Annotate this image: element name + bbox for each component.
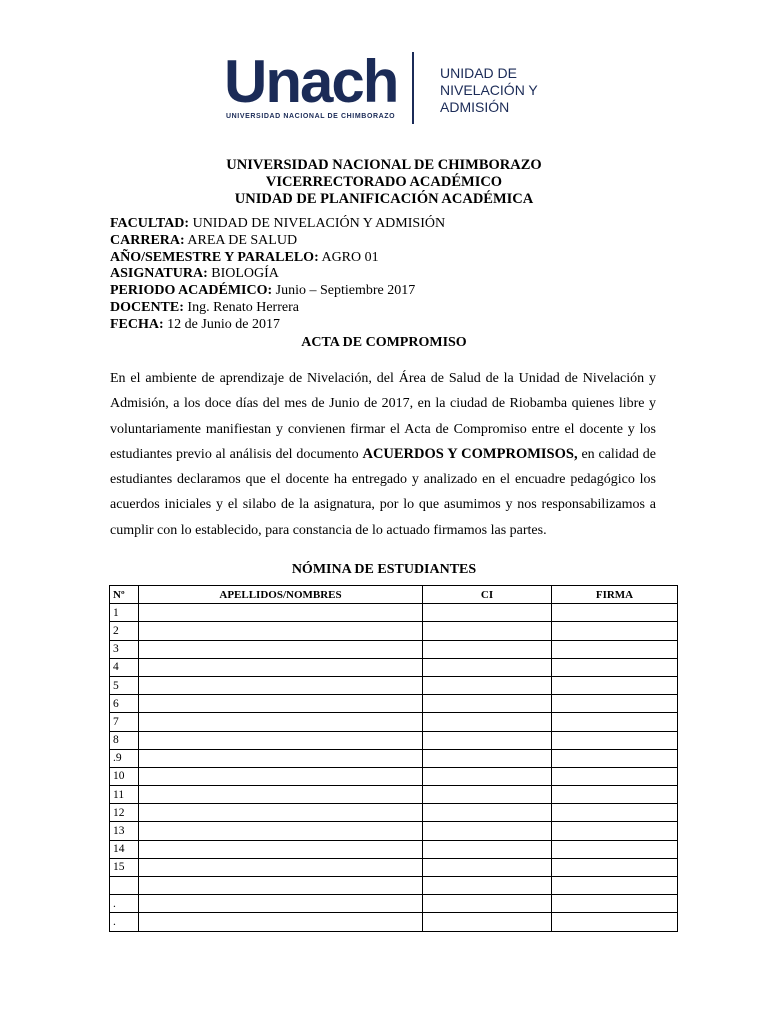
ci-cell[interactable] (423, 804, 552, 822)
info-value: 12 de Junio de 2017 (163, 316, 280, 332)
ci-cell[interactable] (423, 822, 552, 840)
info-value: AREA DE SALUD (184, 232, 298, 248)
signature-cell[interactable] (552, 786, 678, 804)
info-label: FECHA: (110, 316, 164, 332)
university-name: UNIVERSIDAD NACIONAL DE CHIMBORAZO (226, 157, 542, 173)
name-cell[interactable] (139, 695, 423, 713)
info-value: Junio – Septiembre 2017 (272, 283, 416, 299)
logo-unit-name (440, 65, 560, 116)
table-row (110, 786, 678, 804)
name-cell[interactable] (139, 858, 423, 876)
ci-cell[interactable] (423, 658, 552, 676)
table-header-row (110, 586, 678, 604)
info-label: AÑO/SEMESTRE Y PARALELO: (110, 249, 319, 265)
info-label: DOCENTE: (110, 299, 184, 315)
info-asignatura (110, 266, 445, 283)
table-row (110, 858, 678, 876)
ci-cell[interactable] (423, 858, 552, 876)
table-row (110, 804, 678, 822)
header-signature: FIRMA (552, 586, 678, 604)
row-number: 6 (110, 695, 139, 713)
table-row (110, 822, 678, 840)
name-cell[interactable] (139, 822, 423, 840)
ci-cell[interactable] (423, 749, 552, 767)
logo-wordmark: Unach (224, 48, 398, 115)
table-row (110, 713, 678, 731)
course-info (110, 216, 445, 334)
signature-cell[interactable] (552, 731, 678, 749)
signature-cell[interactable] (552, 840, 678, 858)
name-cell[interactable] (139, 786, 423, 804)
paragraph-text: En el ambiente de aprendizaje de Nivelación, del Área de Salud de la Unidad de Nivelación y Admisión, a los doce días del mes de Junio de 2017, en la ciudad de Riobamba quienes libre y voluntariamente manifiestan y convienen firmar el Acta de Compromiso entre el docente y los estudiantes previo al análisis del documento (110, 371, 656, 462)
name-cell[interactable] (139, 895, 423, 913)
info-semestre (110, 250, 445, 267)
acta-title: ACTA DE COMPROMISO (301, 335, 467, 350)
name-cell[interactable] (139, 913, 423, 931)
ci-cell[interactable] (423, 840, 552, 858)
name-cell[interactable] (139, 640, 423, 658)
table-row (110, 640, 678, 658)
row-number: 12 (110, 804, 139, 822)
ci-cell[interactable] (423, 713, 552, 731)
ci-cell[interactable] (423, 622, 552, 640)
ci-cell[interactable] (423, 604, 552, 622)
signature-cell[interactable] (552, 877, 678, 895)
info-docente (110, 300, 445, 317)
info-value: Ing. Renato Herrera (183, 299, 299, 315)
row-number: 10 (110, 767, 139, 785)
logo-subtitle: UNIVERSIDAD NACIONAL DE CHIMBORAZO (226, 113, 396, 120)
name-cell[interactable] (139, 658, 423, 676)
logo-unit-line: ADMISIÓN (440, 99, 510, 115)
signature-cell[interactable] (552, 913, 678, 931)
ci-cell[interactable] (423, 695, 552, 713)
name-cell[interactable] (139, 622, 423, 640)
signature-cell[interactable] (552, 767, 678, 785)
table-row (110, 767, 678, 785)
table-row (110, 913, 678, 931)
signature-cell[interactable] (552, 713, 678, 731)
name-cell[interactable] (139, 767, 423, 785)
ci-cell[interactable] (423, 877, 552, 895)
table-row (110, 840, 678, 858)
row-number: 4 (110, 658, 139, 676)
ci-cell[interactable] (423, 676, 552, 694)
ci-cell[interactable] (423, 786, 552, 804)
name-cell[interactable] (139, 840, 423, 858)
row-number: .9 (110, 749, 139, 767)
ci-cell[interactable] (423, 640, 552, 658)
row-number: . (110, 913, 139, 931)
signature-cell[interactable] (552, 622, 678, 640)
table-row (110, 676, 678, 694)
table-row (110, 604, 678, 622)
row-number: 2 (110, 622, 139, 640)
row-number: 5 (110, 676, 139, 694)
info-value: BIOLOGÍA (207, 266, 279, 282)
info-carrera (110, 233, 445, 250)
info-value: AGRO 01 (318, 249, 379, 265)
table-row (110, 731, 678, 749)
signature-cell[interactable] (552, 822, 678, 840)
planning-unit-title: UNIDAD DE PLANIFICACIÓN ACADÉMICA (234, 191, 534, 207)
table-row (110, 622, 678, 640)
header-number: Nº (110, 586, 139, 604)
table-row (110, 658, 678, 676)
signature-cell[interactable] (552, 804, 678, 822)
signature-cell[interactable] (552, 676, 678, 694)
row-number: 13 (110, 822, 139, 840)
paragraph-text: en calidad de estudiantes declaramos que el docente ha entregado y analizado en el encuadre pedagógico los acuerdos iniciales y el silabo de la asignatura, por lo que asumimos y nos responsabilizamos a cumplir con lo establecido, para constancia de lo actuado firmamos las partes. (110, 446, 656, 538)
name-cell[interactable] (139, 749, 423, 767)
ci-cell[interactable] (423, 767, 552, 785)
vicerrectorado-title: VICERRECTORADO ACADÉMICO (265, 174, 503, 190)
table-row (110, 877, 678, 895)
signature-cell[interactable] (552, 640, 678, 658)
row-number: 11 (110, 786, 139, 804)
name-cell[interactable] (139, 877, 423, 895)
logo-divider (412, 52, 414, 124)
row-number: 1 (110, 604, 139, 622)
ci-cell[interactable] (423, 895, 552, 913)
info-label: PERIODO ACADÉMICO: (110, 283, 273, 299)
header-names: APELLIDOS/NOMBRES (139, 586, 423, 604)
student-roster-table (109, 585, 678, 932)
table-row (110, 695, 678, 713)
info-value: UNIDAD DE NIVELACIÓN Y ADMISIÓN (189, 216, 446, 231)
name-cell[interactable] (139, 604, 423, 622)
roster-body (110, 604, 678, 931)
info-label: ASIGNATURA: (110, 266, 208, 282)
signature-cell[interactable] (552, 658, 678, 676)
table-row (110, 895, 678, 913)
row-number: . (110, 895, 139, 913)
signature-cell[interactable] (552, 604, 678, 622)
name-cell[interactable] (139, 713, 423, 731)
logo-unit-line: NIVELACIÓN Y (440, 82, 538, 98)
ci-cell[interactable] (423, 913, 552, 931)
nomina-title: NÓMINA DE ESTUDIANTES (291, 562, 477, 577)
table-row (110, 749, 678, 767)
signature-cell[interactable] (552, 749, 678, 767)
info-periodo (110, 283, 445, 300)
row-number: 7 (110, 713, 139, 731)
paragraph-bold-text: ACUERDOS Y COMPROMISOS, (362, 445, 578, 462)
row-number: 15 (110, 858, 139, 876)
info-label: FACULTAD: (110, 216, 190, 231)
signature-cell[interactable] (552, 895, 678, 913)
signature-cell[interactable] (552, 695, 678, 713)
unach-logo (224, 50, 554, 126)
info-label: CARRERA: (110, 232, 185, 248)
info-fecha (110, 317, 445, 334)
name-cell[interactable] (139, 804, 423, 822)
row-number: 8 (110, 731, 139, 749)
row-number (110, 877, 139, 895)
name-cell[interactable] (139, 731, 423, 749)
row-number: 3 (110, 640, 139, 658)
info-facultad (110, 216, 445, 233)
name-cell[interactable] (139, 676, 423, 694)
ci-cell[interactable] (423, 731, 552, 749)
header-ci: CI (423, 586, 552, 604)
row-number: 14 (110, 840, 139, 858)
commitment-paragraph (110, 366, 656, 543)
signature-cell[interactable] (552, 858, 678, 876)
logo-unit-line: UNIDAD DE (440, 65, 518, 81)
